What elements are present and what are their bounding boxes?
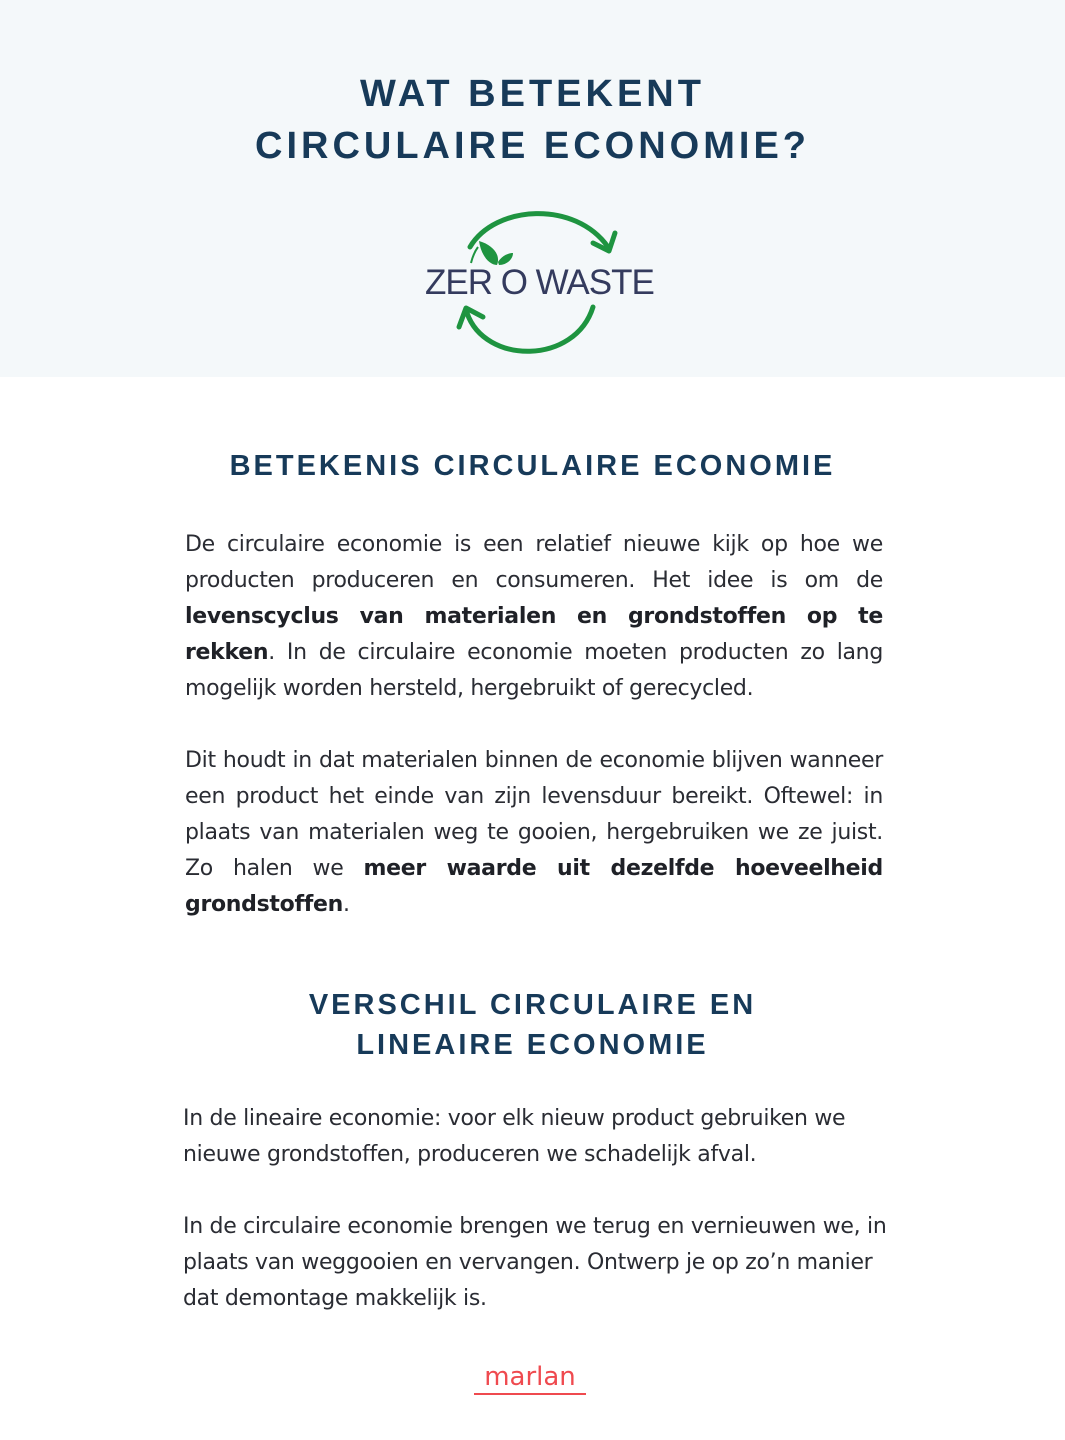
section-title-verschil (0, 985, 1065, 1065)
section-title-line-1: VERSCHIL CIRCULAIRE EN (308, 989, 757, 1021)
section-title-text: BETEKENIS CIRCULAIRE ECONOMIE (229, 450, 836, 482)
paragraph-text: . (342, 892, 350, 917)
paragraph-text: De circulaire economie is een relatief nieuwe kijk op hoe we producten produceren en consumeren. Het idee is om de (185, 532, 883, 593)
section-title-line-2: LINEAIRE ECONOMIE (356, 1029, 709, 1061)
page-title-line-1: WAT BETEKENT (360, 73, 705, 115)
logo-text: ZER O WASTE (425, 263, 654, 302)
paragraph-betekenis-1 (185, 527, 883, 707)
zero-waste-logo (425, 205, 654, 360)
marlan-logo (470, 1364, 590, 1400)
page-title-line-2: CIRCULAIRE ECONOMIE? (255, 125, 810, 167)
paragraph-text: Dit houdt in dat materialen binnen de economie blijven wanneer een product het einde van zijn levensduur bereikt. Oftewel: in plaats van materialen weg te gooien, hergebruiken we ze juist. Zo halen we (185, 748, 883, 881)
paragraph-verschil-1: In de lineaire economie: voor elk nieuw product gebruiken we nieuwe grondstoffen, produceren we schadelijk afval. (183, 1106, 846, 1167)
brand-underline (474, 1393, 586, 1395)
hero-banner (0, 0, 1065, 377)
paragraph-emphasis: meer waarde uit dezelfde hoeveelheid grondstoffen (185, 856, 883, 917)
paragraph-verschil-2: In de circulaire economie brengen we terug en vernieuwen we, in plaats van weggooien en vervangen. Ontwerp je op zo’n manier dat demontage makkelijk is. (183, 1214, 887, 1311)
brand-name: marlan (484, 1362, 576, 1392)
leaf-icon (471, 241, 513, 265)
paragraph-emphasis: levenscyclus van materialen en grondstoffen op te rekken (185, 604, 883, 665)
page-title (0, 68, 1065, 172)
paragraph-text: . In de circulaire economie moeten producten zo lang mogelijk worden hersteld, hergebruikt of gerecycled. (185, 640, 883, 701)
section-title-betekenis (0, 446, 1065, 486)
paragraph-betekenis-2 (185, 743, 883, 923)
